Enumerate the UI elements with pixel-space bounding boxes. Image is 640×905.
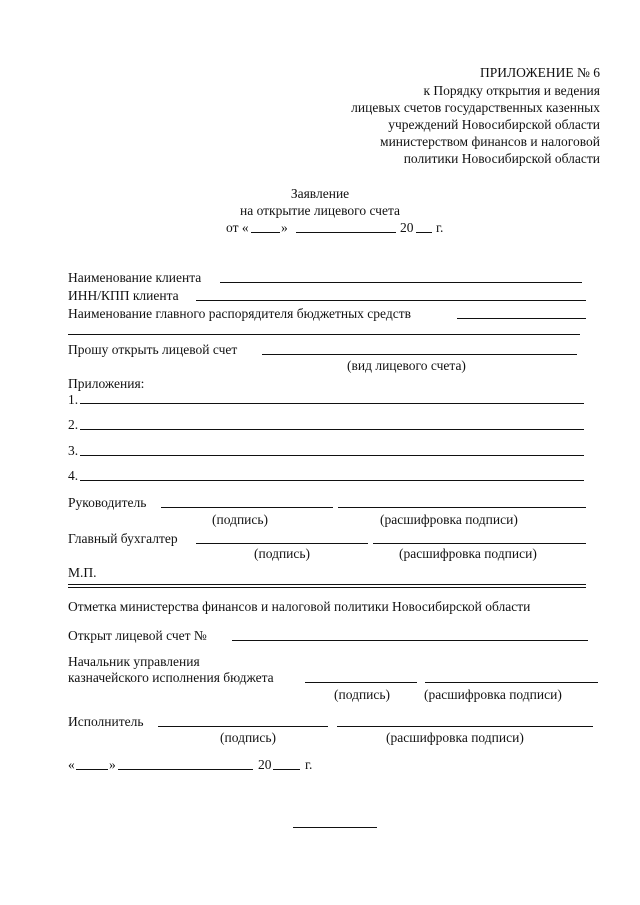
head-label: Руководитель xyxy=(68,495,147,510)
attachment-field-1[interactable] xyxy=(80,403,584,404)
decode-hint: (расшифровка подписи) xyxy=(380,512,518,527)
attachment-number: 1. xyxy=(68,392,79,407)
document-title: Заявление xyxy=(290,186,350,201)
date-year-prefix: 20 xyxy=(400,220,414,235)
ministry-mark-label: Отметка министерства финансов и налоговой политики Новосибирской области xyxy=(68,599,531,614)
attachment-number: 4. xyxy=(68,468,79,483)
decode-hint: (расшифровка подписи) xyxy=(424,687,562,702)
chief-label-line1: Начальник управления xyxy=(68,654,200,669)
attachment-number: 3. xyxy=(68,443,79,458)
budget-manager-label: Наименование главного распорядителя бюджетных средств xyxy=(68,306,411,321)
date-suffix: г. xyxy=(436,220,444,235)
date-mid: » xyxy=(281,220,288,235)
decode-hint: (расшифровка подписи) xyxy=(386,730,524,745)
accountant-signature-field[interactable] xyxy=(196,543,368,544)
date-day-field[interactable] xyxy=(251,232,280,233)
account-number-field[interactable] xyxy=(232,640,588,641)
attachment-field-2[interactable] xyxy=(80,429,584,430)
signature-hint: (подпись) xyxy=(220,730,277,745)
appendix-line: политики Новосибирской области xyxy=(403,151,600,166)
bottom-date-open: « xyxy=(68,757,75,772)
attachment-number: 2. xyxy=(68,417,79,432)
chief-label-line2: казначейского исполнения бюджета xyxy=(68,670,274,685)
closing-line xyxy=(293,827,377,828)
account-type-field[interactable] xyxy=(262,354,577,355)
double-separator xyxy=(68,584,586,588)
inn-field[interactable] xyxy=(196,300,586,301)
document-subtitle: на открытие лицевого счета xyxy=(239,203,401,218)
signature-hint: (подпись) xyxy=(254,546,311,561)
appendix-line: лицевых счетов государственных казенных xyxy=(351,100,600,115)
appendix-line: учреждений Новосибирской области xyxy=(388,117,600,132)
attachment-field-4[interactable] xyxy=(80,480,584,481)
attachments-label: Приложения: xyxy=(68,376,145,391)
accountant-decode-field[interactable] xyxy=(373,543,586,544)
signature-hint: (подпись) xyxy=(334,687,391,702)
account-type-hint: (вид лицевого счета) xyxy=(347,358,466,373)
bottom-date-close: » xyxy=(109,757,116,772)
executor-decode-field[interactable] xyxy=(337,726,593,727)
request-label: Прошу открыть лицевой счет xyxy=(68,342,238,357)
date-prefix: от « xyxy=(226,220,249,235)
budget-manager-field-line2[interactable] xyxy=(68,334,580,335)
executor-label: Исполнитель xyxy=(68,714,144,729)
appendix-line: к Порядку открытия и ведения xyxy=(423,83,600,98)
stamp-label: М.П. xyxy=(68,565,97,580)
appendix-line: министерством финансов и налоговой xyxy=(380,134,600,149)
budget-manager-field[interactable] xyxy=(457,318,586,319)
bottom-date-year-prefix: 20 xyxy=(258,757,272,772)
date-year-field[interactable] xyxy=(416,232,432,233)
bottom-date-day-field[interactable] xyxy=(76,769,108,770)
inn-label: ИНН/КПП клиента xyxy=(68,288,179,303)
date-month-field[interactable] xyxy=(296,232,396,233)
accountant-label: Главный бухгалтер xyxy=(68,531,178,546)
account-number-label: Открыт лицевой счет № xyxy=(68,628,207,643)
decode-hint: (расшифровка подписи) xyxy=(399,546,537,561)
executor-signature-field[interactable] xyxy=(158,726,328,727)
client-name-field[interactable] xyxy=(220,282,582,283)
attachment-field-3[interactable] xyxy=(80,455,584,456)
chief-signature-field[interactable] xyxy=(305,682,417,683)
bottom-date-suffix: г. xyxy=(305,757,313,772)
bottom-date-year-field[interactable] xyxy=(273,769,300,770)
chief-decode-field[interactable] xyxy=(425,682,598,683)
client-name-label: Наименование клиента xyxy=(68,270,202,285)
appendix-title: ПРИЛОЖЕНИЕ № 6 xyxy=(479,65,600,80)
head-decode-field[interactable] xyxy=(338,507,586,508)
bottom-date-month-field[interactable] xyxy=(118,769,253,770)
head-signature-field[interactable] xyxy=(161,507,333,508)
signature-hint: (подпись) xyxy=(212,512,269,527)
